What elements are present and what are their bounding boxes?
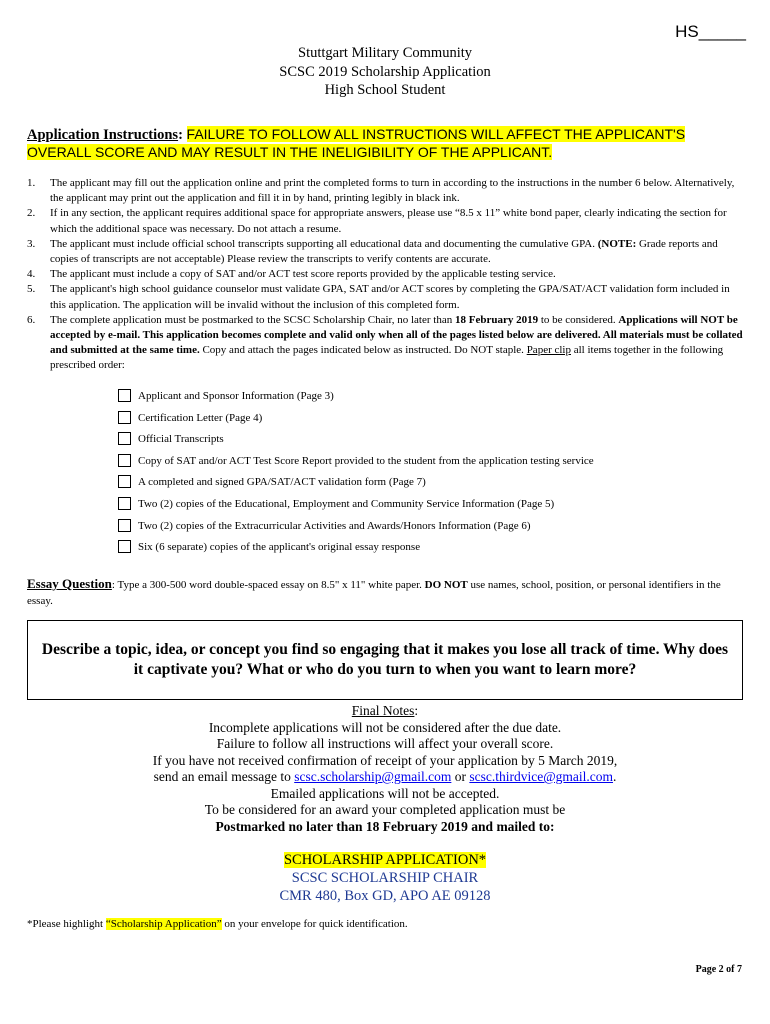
final-notes-title: Final Notes bbox=[351, 703, 415, 718]
instructions-heading bbox=[27, 126, 727, 161]
checklist-item bbox=[118, 538, 678, 560]
item-text: If in any section, the applicant requires additional space for appropriate answers, please use “8.5 x 11” white bond paper, clearly indicating the section for which the additional space was necessary. Do not attach a resume. bbox=[50, 207, 727, 235]
essay-question bbox=[27, 576, 743, 609]
note-text: or bbox=[451, 769, 470, 784]
submission-checklist bbox=[118, 387, 678, 560]
note-line bbox=[0, 769, 770, 786]
checklist-item bbox=[118, 517, 678, 539]
item-text: to be considered. bbox=[538, 313, 619, 326]
note-line: Incomplete applications will not be considered after the due date. bbox=[208, 719, 562, 735]
item-text: The applicant's high school guidance counselor must validate GPA, SAT and/or ACT scores by completing the GPA/SAT/ACT validation form included in this application. The application will be invalid without the inclusion of this completed form. bbox=[50, 283, 730, 311]
checklist-item bbox=[118, 430, 678, 452]
hs-number-field: HS_____ bbox=[675, 22, 746, 41]
note-text: . bbox=[613, 769, 617, 784]
footnote-highlight: “Scholarship Application” bbox=[105, 918, 222, 930]
instructions-title: Application Instructions bbox=[27, 127, 179, 143]
item-text: Grade reports and copies of transcripts are not acceptable) Please review the transcripts to verify contents are accurate. bbox=[50, 237, 718, 266]
warning-line-2: OVERALL SCORE AND MAY RESULT IN THE INELIGIBILITY OF THE APPLICANT. bbox=[27, 143, 553, 160]
scholarship-email-link[interactable]: scsc.scholarship@gmail.com bbox=[294, 769, 452, 784]
mailing-address bbox=[0, 851, 770, 905]
footnote bbox=[27, 918, 408, 930]
deadline-date: 18 February 2019 bbox=[454, 313, 539, 326]
postmark-deadline: Postmarked no later than 18 February 2019 and mailed to: bbox=[215, 818, 555, 834]
header-line-1: Stuttgart Military Community bbox=[298, 45, 472, 61]
checkbox[interactable] bbox=[118, 432, 131, 445]
note-line: Failure to follow all instructions will affect your overall score. bbox=[216, 736, 554, 751]
checkbox[interactable] bbox=[118, 497, 131, 510]
checkbox[interactable] bbox=[118, 475, 131, 488]
list-item bbox=[27, 282, 743, 312]
recipient-line: SCSC SCHOLARSHIP CHAIR bbox=[291, 870, 479, 886]
list-item bbox=[27, 206, 743, 236]
essay-prompt-box bbox=[27, 620, 743, 700]
checklist-label: Six (6 separate) copies of the applicant's original essay response bbox=[138, 541, 421, 554]
checklist-item bbox=[118, 495, 678, 517]
header-line-3: High School Student bbox=[324, 82, 446, 98]
checkbox[interactable] bbox=[118, 519, 131, 532]
item-text: The applicant must include a copy of SAT and/or ACT test score reports provided by the applicable testing service. bbox=[50, 268, 556, 281]
note-text: send an email message to bbox=[153, 769, 295, 784]
checklist-item bbox=[118, 473, 678, 495]
document-header bbox=[0, 44, 770, 100]
scholarship-application-label: SCHOLARSHIP APPLICATION* bbox=[283, 852, 487, 868]
checkbox[interactable] bbox=[118, 389, 131, 402]
checklist-label: A completed and signed GPA/SAT/ACT validation form (Page 7) bbox=[138, 476, 426, 489]
note-line: If you have not received confirmation of receipt of your application by 5 March 2019, bbox=[152, 752, 618, 768]
footnote-text: *Please highlight bbox=[27, 918, 106, 930]
note-line: To be considered for an award your completed application must be bbox=[204, 802, 566, 817]
warning-line-1: FAILURE TO FOLLOW ALL INSTRUCTIONS WILL AFFECT THE APPLICANT'S bbox=[186, 126, 686, 142]
item-number: 6. bbox=[27, 313, 36, 326]
item-number: 4. bbox=[27, 268, 36, 281]
checklist-label: Two (2) copies of the Educational, Employment and Community Service Information (Page 5) bbox=[138, 497, 555, 510]
paper-clip-text: Paper clip bbox=[526, 344, 571, 357]
checkbox[interactable] bbox=[118, 411, 131, 424]
checklist-label: Two (2) copies of the Extracurricular Activities and Awards/Honors Information (Page 6) bbox=[138, 519, 531, 532]
checklist-label: Applicant and Sponsor Information (Page 3) bbox=[138, 390, 334, 402]
thirdvice-email-link[interactable]: scsc.thirdvice@gmail.com bbox=[469, 769, 614, 784]
item-text: Copy and attach the pages indicated below as instructed. Do NOT staple. bbox=[199, 344, 527, 357]
final-notes-colon: : bbox=[414, 703, 419, 718]
checklist-item bbox=[118, 452, 678, 474]
item-number: 5. bbox=[27, 283, 36, 296]
checklist-label: Official Transcripts bbox=[138, 433, 224, 446]
item-number: 3. bbox=[27, 237, 36, 250]
checklist-item bbox=[118, 387, 678, 409]
header-line-2: SCSC 2019 Scholarship Application bbox=[279, 63, 491, 80]
essay-text: use names, school, position, or personal identifiers in the essay. bbox=[27, 579, 721, 607]
instructions-colon: : bbox=[178, 127, 187, 143]
essay-do-not: DO NOT bbox=[424, 579, 468, 591]
essay-question-label: Essay Question bbox=[27, 576, 112, 591]
list-item bbox=[27, 267, 743, 282]
final-notes bbox=[0, 703, 770, 835]
footnote-text: on your envelope for quick identification. bbox=[221, 918, 408, 930]
checkbox[interactable] bbox=[118, 454, 131, 467]
checklist-label: Certification Letter (Page 4) bbox=[138, 411, 263, 424]
address-line: CMR 480, Box GD, APO AE 09128 bbox=[279, 888, 491, 904]
note-line: Emailed applications will not be accepted. bbox=[270, 785, 500, 801]
list-item bbox=[27, 237, 743, 267]
checkbox[interactable] bbox=[118, 540, 131, 553]
submission-rules: Applications will NOT be accepted by e-mail. This application becomes complete and valid only when all of the pages listed below are delivered. All materials must be collated and submitted at the same time. bbox=[50, 313, 743, 357]
item-text: The applicant must include official school transcripts supporting all educational data and documenting the cumulative GPA. bbox=[50, 237, 598, 250]
checklist-item bbox=[118, 409, 678, 431]
essay-prompt: Describe a topic, idea, or concept you find so engaging that it makes you lose all track of time. Why does it captivate you? What or who do you turn to when you want to learn more? bbox=[41, 641, 729, 678]
list-item bbox=[27, 176, 743, 206]
item-number: 2. bbox=[27, 207, 36, 220]
item-text: all items together in the following prescribed order: bbox=[50, 344, 724, 372]
list-item bbox=[27, 313, 743, 374]
checklist-label: Copy of SAT and/or ACT Test Score Report provided to the student from the application testing service bbox=[138, 454, 594, 467]
instruction-list bbox=[27, 176, 743, 374]
note-label: (NOTE: bbox=[597, 237, 637, 250]
item-text: The applicant may fill out the application online and print the completed forms to turn in according to the instructions in the number 6 below. Alternatively, the applicant may print out the application and fill it in by hand, printing legibly in black ink. bbox=[50, 177, 735, 205]
essay-text: : Type a 300-500 word double-spaced essay on 8.5" x 11" white paper. bbox=[111, 579, 425, 591]
item-text: The complete application must be postmarked to the SCSC Scholarship Chair, no later than bbox=[50, 313, 455, 326]
item-number: 1. bbox=[27, 177, 36, 189]
page-number: Page 2 of 7 bbox=[695, 964, 742, 975]
